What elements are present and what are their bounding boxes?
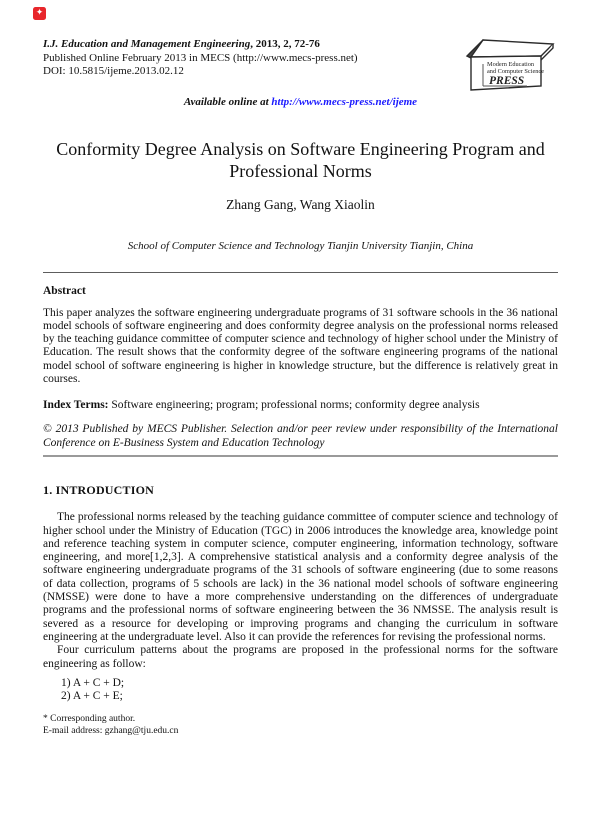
introduction-paragraph-2: Four curriculum patterns about the programs are proposed in the professional norms for the software engineering as follow: <box>43 644 558 670</box>
index-terms-values: Software engineering; program; professional norms; conformity degree analysis <box>108 399 480 412</box>
introduction-heading: 1. INTRODUCTION <box>43 483 155 498</box>
copyright-notice: © 2013 Published by MECS Publisher. Selection and/or peer review under responsibility of the International Conference on E-Business System and Education Technology <box>43 423 558 449</box>
journal-name: I.J. Education and Management Engineering <box>43 38 251 50</box>
logo-press-text: PRESS <box>489 75 525 87</box>
corresponding-author-note: * Corresponding author. <box>43 713 136 724</box>
footnote <box>43 713 558 737</box>
index-terms-label: Index Terms: <box>43 399 109 412</box>
journal-header <box>43 38 558 87</box>
index-terms-line <box>43 399 558 411</box>
separator-rule-top <box>43 272 558 273</box>
journal-issue-meta: , 2013, 2, 72-76 <box>250 38 320 50</box>
abstract-body: This paper analyzes the software engineering undergraduate programs of 31 software schools in the 36 national model schools of software engineering and does conformity degree analysis on the professional norms released by the teaching guidance committee of computer science and technology of higher school under the Ministry of Education. The result shows that the conformity degree of the software engineering programs of the national model school of software engineering is higher in knowledge structure, but the difference is relatively great in courses. <box>43 306 558 385</box>
authors-line: Zhang Gang, Wang Xiaolin <box>226 196 375 212</box>
page-content <box>43 38 558 737</box>
published-online-line: Published Online February 2013 in MECS (http://www.mecs-press.net) <box>43 51 358 64</box>
journal-url-link[interactable]: http://www.mecs-press.net/ijeme <box>271 95 418 108</box>
separator-rule-bottom <box>43 455 558 457</box>
paper-title: Conformity Degree Analysis on Software Engineering Program and Professional Norms <box>56 138 545 181</box>
list-item: 2) A + C + E; <box>61 690 123 703</box>
logo-org-line2: and Computer Science <box>487 68 545 75</box>
introduction-paragraph-1: The professional norms released by the teaching guidance committee of computer science and technology of higher school under the Ministry of Education (TGC) in 2006 introduces the knowledge area, knowledge point and reference teaching system in computer science, computer engineering, information technology, software engineering, and more[1,2,3]. A comprehensive statistical analysis and a conformity degree analysis of the software engineering undergraduate programs of the 31 schools of software engineering (due to some reasons of data collection, programs of 5 schools are lack) in the 36 national model schools of software engineering (NMSSE) were done to have a more comprehensive understanding on the differences of undergraduate programs and the professional norms of software engineering between the 36 NMSSE. The analysis result is severed as a resource for developing or improving programs and changing the curriculum in software engineering at the undergraduate level. Also it can provide the references for revising the professional norms. <box>43 511 558 643</box>
email-address-line: E-mail address: gzhang@tju.edu.cn <box>43 725 179 736</box>
affiliation-line: School of Computer Science and Technology Tianjin University Tianjin, China <box>127 239 474 252</box>
available-online-prefix: Available online at <box>183 95 272 108</box>
list-item: 1) A + C + D; <box>61 676 125 689</box>
annotation-badge-icon: ✦ <box>33 7 46 20</box>
doi-line: DOI: 10.5815/ijeme.2013.02.12 <box>43 65 184 77</box>
mecs-press-logo <box>453 34 571 98</box>
abstract-heading: Abstract <box>43 284 86 297</box>
logo-org-line1: Modern Education <box>487 61 535 68</box>
curriculum-pattern-list <box>43 677 558 704</box>
